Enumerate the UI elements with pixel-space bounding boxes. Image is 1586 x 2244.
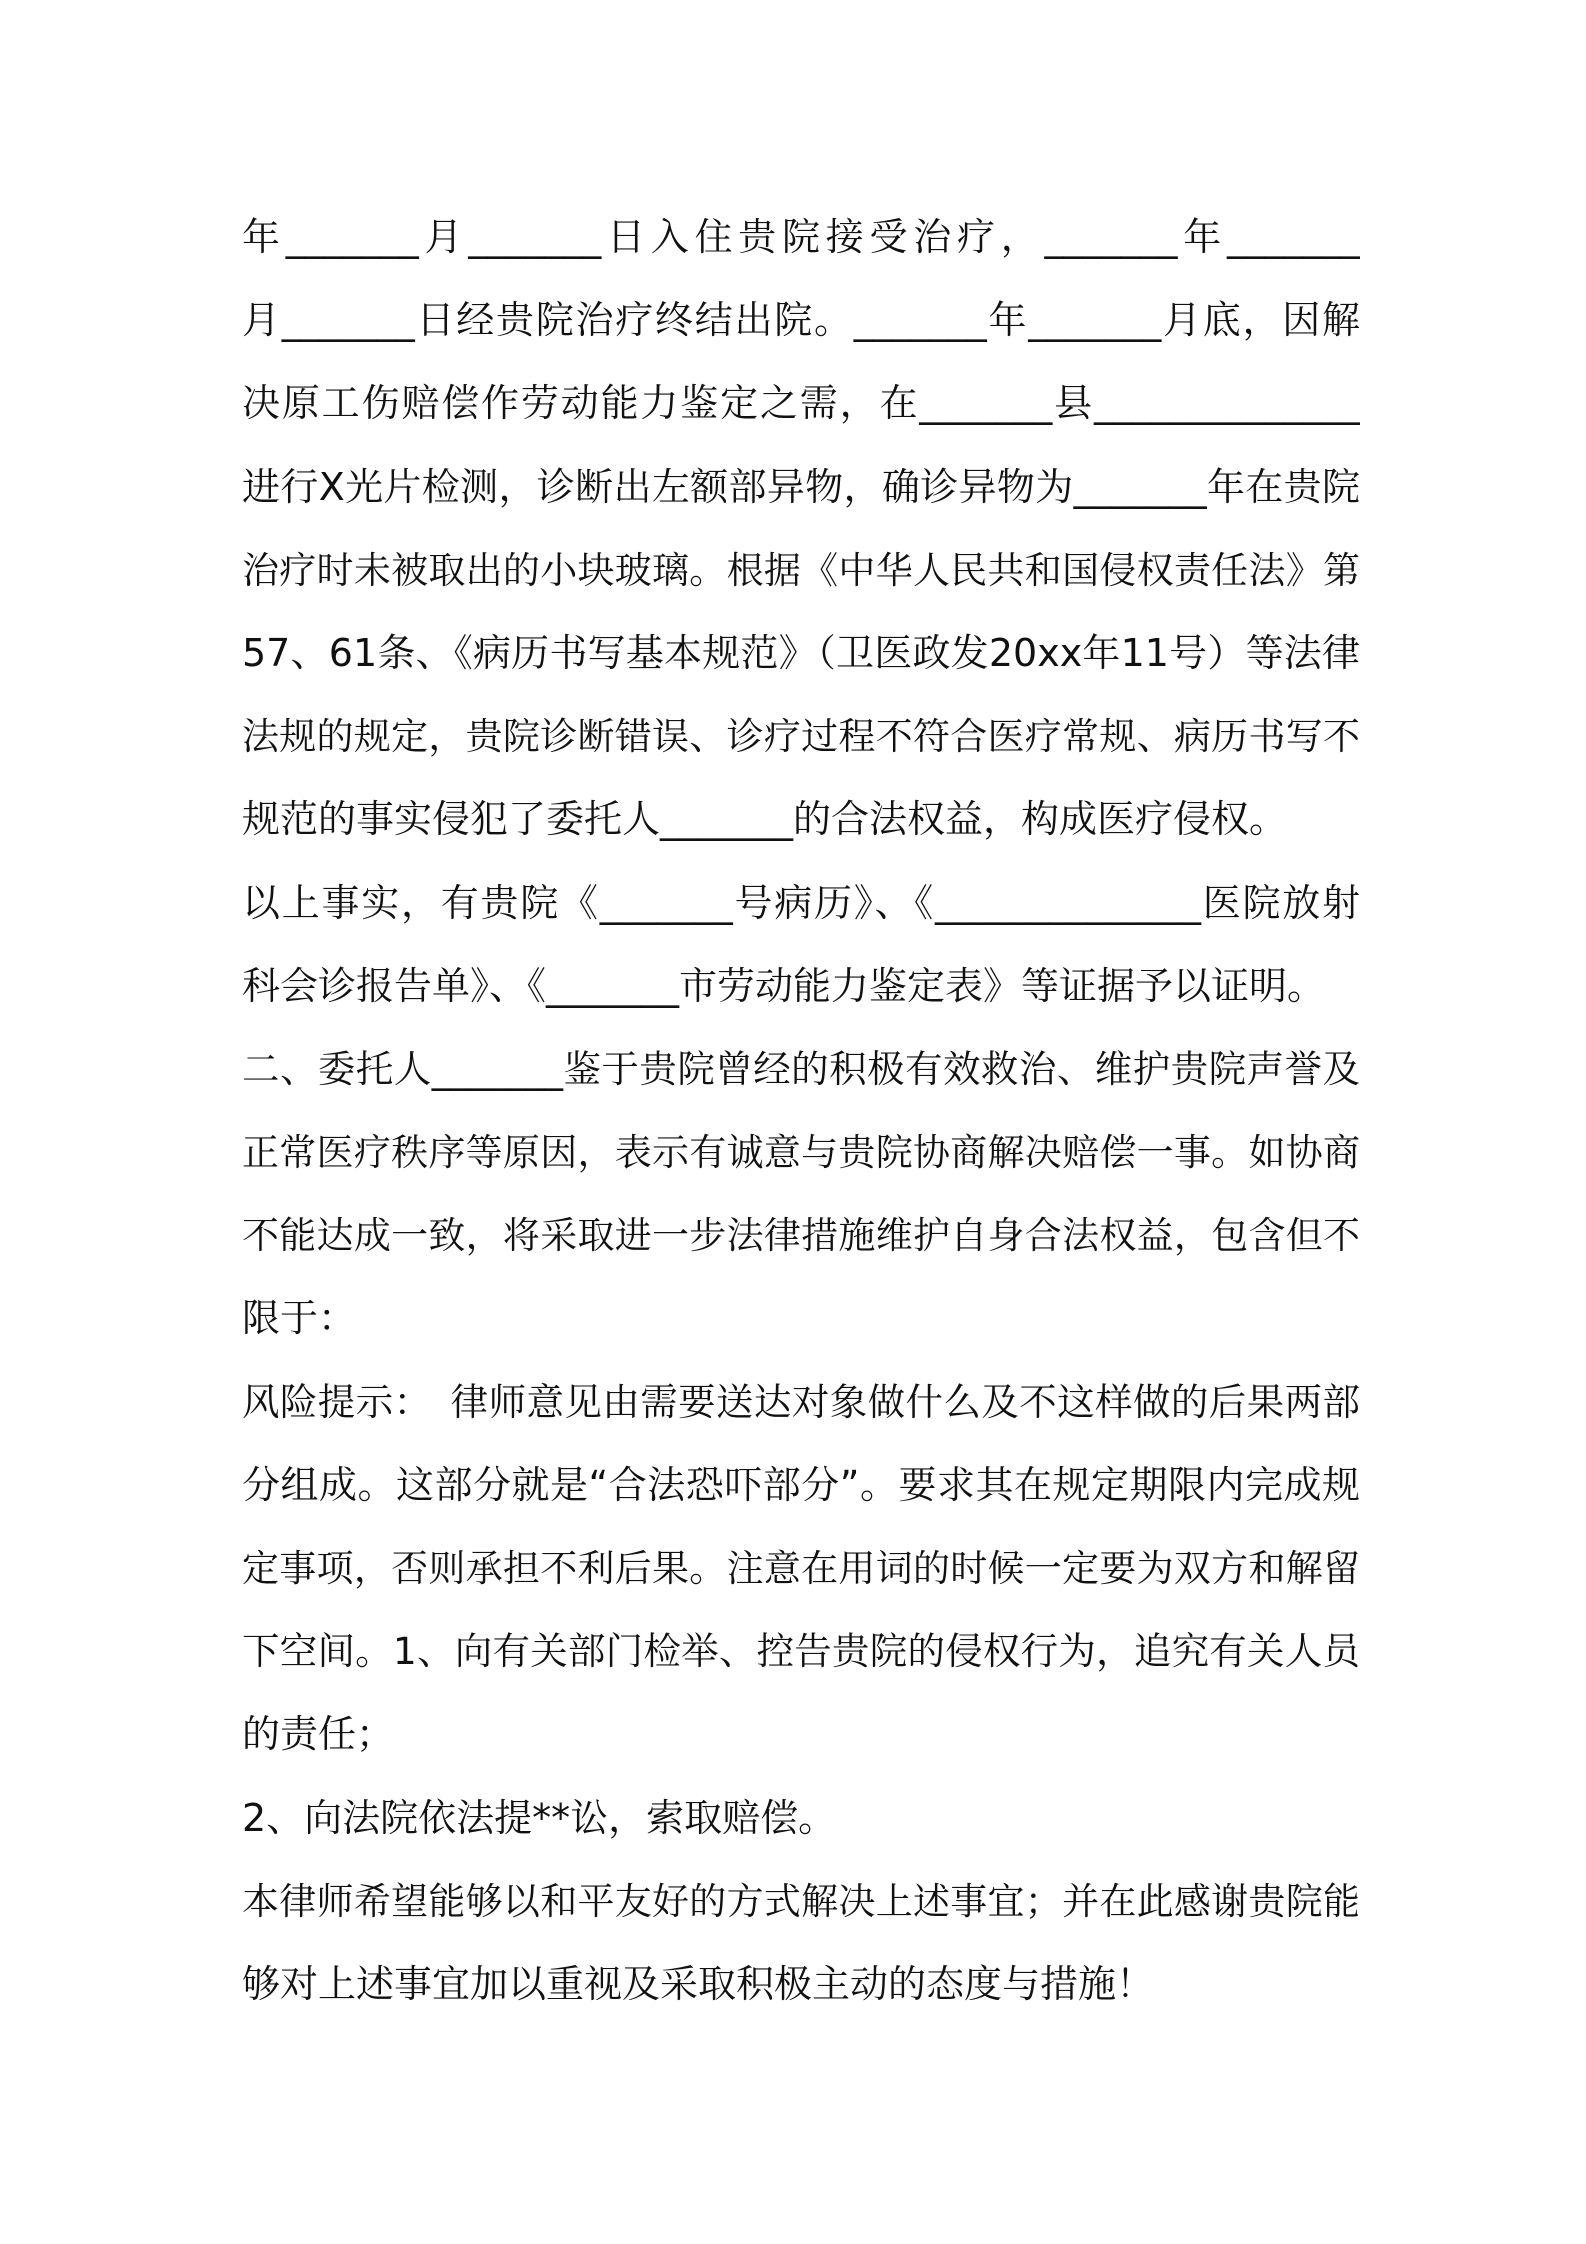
text-line: 治疗时未被取出的小块玻璃。根据《中华人民共和国侵权责任法》第 — [242, 548, 1360, 592]
text-line: 决原工伤赔偿作劳动能力鉴定之需，在_______县______________ — [242, 381, 1360, 426]
text-line: 年_______月_______日入住贵院接受治疗，_______年_______ — [242, 215, 1360, 259]
text-line: 下空间。1、向有关部门检举、控告贵院的侵权行为，追究有关人员 — [242, 1629, 1360, 1674]
text-line: 二、委托人_______鉴于贵院曾经的积极有效救治、维护贵院声誉及 — [242, 1046, 1360, 1091]
text-line: 本律师希望能够以和平友好的方式解决上述事宜；并在此感谢贵院能 — [242, 1879, 1360, 1923]
text-line: 限于： — [242, 1296, 357, 1341]
text-line: 月_______日经贵院治疗终结出院。_______年_______月底，因解 — [242, 298, 1360, 343]
text-line: 规范的事实侵犯了委托人_______的合法权益，构成医疗侵权。 — [242, 797, 1288, 842]
text-line: 2、向法院依法提**讼，索取赔偿。 — [242, 1795, 837, 1840]
text-line: 科会诊报告单》、《_______市劳动能力鉴定表》等证据予以证明。 — [242, 963, 1326, 1008]
document-body — [242, 196, 1360, 2026]
text-line: 进行X光片检测，诊断出左额部异物，确诊异物为_______年在贵院 — [242, 464, 1360, 509]
text-line: 正常医疗秩序等原因，表示有诚意与贵院协商解决赔偿一事。如协商 — [242, 1131, 1360, 1175]
text-line: 57、61条、《病历书写基本规范》（卫医政发20xx年11号）等法律 — [242, 630, 1360, 675]
text-line: 够对上述事宜加以重视及采取积极主动的态度与措施！ — [242, 1961, 1155, 2006]
text-line: 的责任； — [242, 1712, 395, 1757]
text-line: 以上事实，有贵院《_______号病历》、《______________医院放射 — [242, 880, 1360, 925]
text-line: 风险提示： 律师意见由需要送达对象做什么及不这样做的后果两部 — [242, 1379, 1360, 1424]
text-line: 分组成。这部分就是“合法恐吓部分”。要求其在规定期限内完成规 — [242, 1462, 1360, 1507]
text-line: 法规的规定，贵院诊断错误、诊疗过程不符合医疗常规、病历书写不 — [242, 715, 1360, 759]
text-line: 定事项，否则承担不利后果。注意在用词的时候一定要为双方和解留 — [242, 1547, 1360, 1590]
text-line: 不能达成一致，将采取进一步法律措施维护自身合法权益，包含但不 — [242, 1214, 1360, 1258]
